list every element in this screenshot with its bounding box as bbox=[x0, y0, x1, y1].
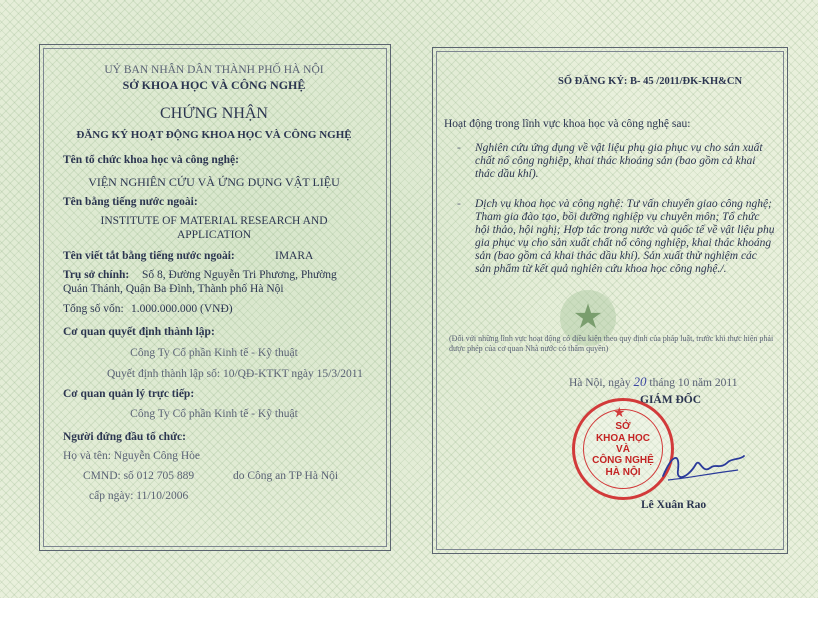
org-name-value: VIỆN NGHIÊN CỨU VÀ ỨNG DỤNG VẬT LIỆU bbox=[88, 175, 340, 189]
official-seal-icon: ★ SỞ KHOA HỌC VÀ CÔNG NGHỆ HÀ NỘI bbox=[572, 398, 674, 500]
activity-item-1: Nghiên cứu ứng dụng về vật liệu phụ gia phục vụ cho sản xuất chất nổ công nghiệp, khai thác khoáng sản (bao gồm cả khai thác dầu khí). bbox=[475, 142, 763, 180]
date-day: 20 bbox=[633, 374, 647, 389]
managing-agency-label: Cơ quan quản lý trực tiếp: bbox=[63, 388, 195, 400]
founding-decision: Quyết định thành lập số: 10/QĐ-KTKT ngày 15/3/2011 bbox=[107, 368, 363, 380]
fields-label: Hoạt động trong lĩnh vực khoa học và công nghệ sau: bbox=[444, 118, 691, 130]
date-prefix: Hà Nội, ngày bbox=[569, 377, 631, 389]
abbr-label: Tên viết tắt bằng tiếng nước ngoài: bbox=[63, 250, 235, 262]
founding-agency-value: Công Ty Cổ phần Kinh tế - Kỹ thuật bbox=[130, 347, 298, 359]
capital-label: Tổng số vốn: bbox=[63, 303, 124, 315]
abbr-value: IMARA bbox=[275, 250, 314, 262]
seal-mid-text-1: KHOA HỌC bbox=[595, 433, 651, 444]
seal-bottom-text: HÀ NỘI bbox=[605, 467, 641, 478]
committee-heading: UỶ BAN NHÂN DÂN THÀNH PHỐ HÀ NỘI bbox=[104, 64, 324, 76]
capital-value: 1.000.000.000 (VNĐ) bbox=[131, 303, 233, 315]
certificate-subtitle: ĐĂNG KÝ HOẠT ĐỘNG KHOA HỌC VÀ CÔNG NGHỆ bbox=[76, 129, 352, 141]
seal-mid-text-3: CÔNG NGHỆ bbox=[592, 455, 654, 466]
bullet-2: - bbox=[457, 198, 461, 210]
id-issue-date: cấp ngày: 11/10/2006 bbox=[89, 490, 189, 502]
foreign-name-label: Tên bằng tiếng nước ngoài: bbox=[63, 196, 198, 208]
signing-date bbox=[569, 375, 737, 390]
hq-label: Trụ sở chính: bbox=[63, 269, 130, 281]
signer-title: GIÁM ĐỐC bbox=[640, 394, 702, 406]
founding-agency-label: Cơ quan quyết định thành lập: bbox=[63, 326, 215, 338]
hq-value-line1: Số 8, Đường Nguyễn Tri Phương, Phường bbox=[142, 269, 337, 281]
signature-icon bbox=[658, 448, 748, 488]
signer-name: Lê Xuân Rao bbox=[641, 499, 707, 511]
foreign-name-line1: INSTITUTE OF MATERIAL RESEARCH AND bbox=[100, 215, 328, 227]
seal-mid-text-2: VÀ bbox=[616, 444, 630, 455]
department-heading: SỞ KHOA HỌC VÀ CÔNG NGHỆ bbox=[122, 78, 306, 92]
seal-top-text: SỞ bbox=[615, 421, 631, 432]
certificate-title: CHỨNG NHẬN bbox=[160, 105, 268, 122]
org-name-label: Tên tổ chức khoa học và công nghệ: bbox=[63, 154, 239, 166]
legal-note: (Đối với những lĩnh vực hoạt động có điều kiện theo quy định của pháp luật, trước khi thực hiện phải được phép của cơ quan Nhà nước có thẩm quyền) bbox=[449, 334, 774, 353]
head-label: Người đứng đầu tổ chức: bbox=[63, 431, 186, 443]
registration-number: SỐ ĐĂNG KÝ: B- 45 /2011/ĐK-KH&CN bbox=[558, 76, 743, 87]
id-issuer: do Công an TP Hà Nội bbox=[233, 470, 339, 482]
foreign-name-line2: APPLICATION bbox=[176, 229, 252, 241]
activity-item-2: Dịch vụ khoa học và công nghệ: Tư vấn chuyển giao công nghệ; Tham gia đào tạo, bồi dưỡng nghiệp vụ chuyên môn; Tổ chức hội thảo, hội nghị; Hợp tác trong nước và quốc tế về vật liệu phụ gia phục vụ cho sản xuất chất nổ công nghiệp, khai thác khoáng sản (bao gồm cả khai thác dầu khí). Sản xuất thử nghiệm các sản phẩm từ kết quả nghiên cứu khoa học công nghệ./. bbox=[475, 198, 775, 275]
hq-value-line2: Quán Thánh, Quận Ba Đình, Thành phố Hà Nội bbox=[63, 283, 284, 295]
bullet-1: - bbox=[457, 142, 461, 154]
managing-agency-value: Công Ty Cổ phần Kinh tế - Kỹ thuật bbox=[130, 408, 298, 420]
head-name: Họ và tên: Nguyễn Công Hòe bbox=[63, 450, 201, 462]
star-emblem-icon: ★ bbox=[560, 290, 616, 346]
id-number: CMND: số 012 705 889 bbox=[83, 470, 195, 482]
date-suffix: tháng 10 năm 2011 bbox=[649, 377, 738, 389]
